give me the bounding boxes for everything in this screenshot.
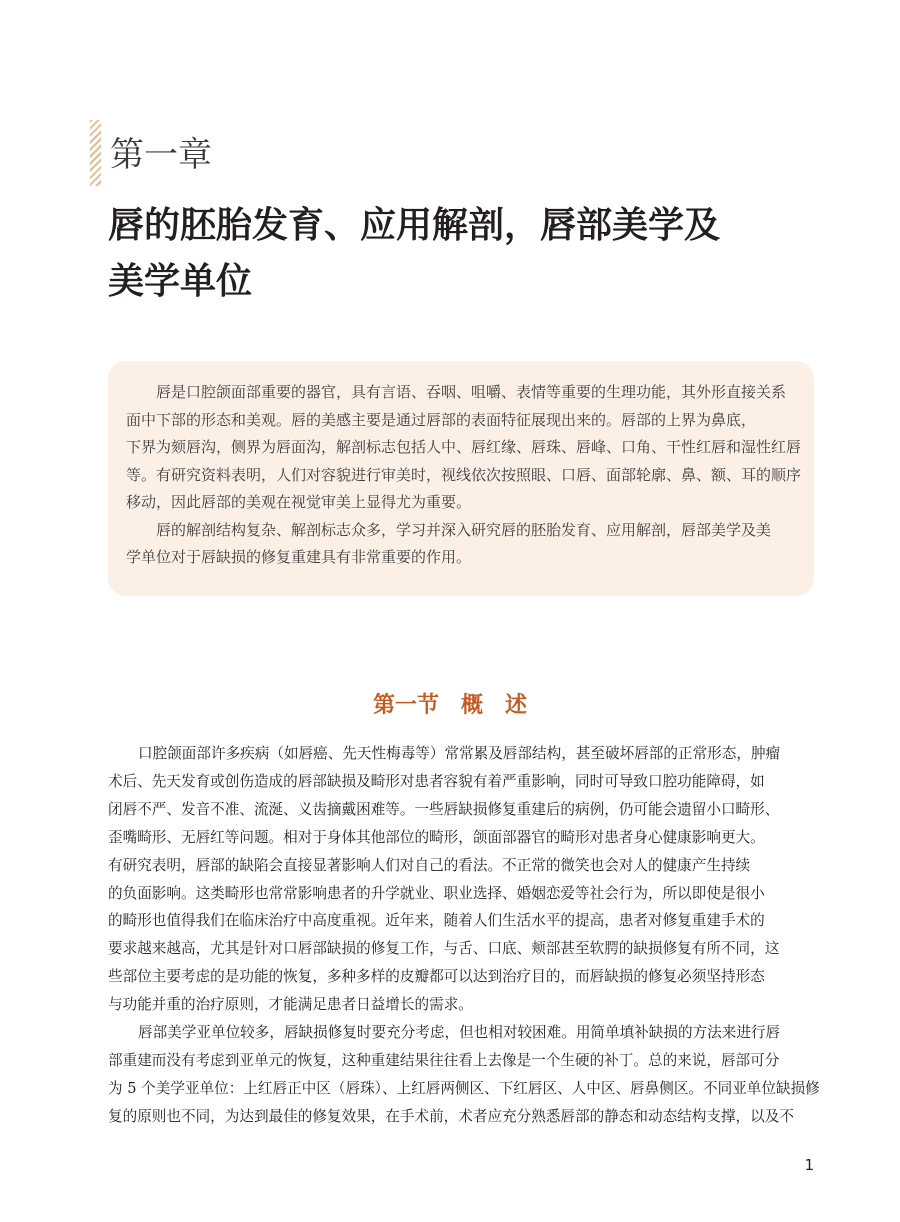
chapter-title-line: 美学单位 bbox=[108, 261, 253, 302]
body-line: 些部位主要考虑的是功能的恢复，多种多样的皮瓣都可以达到治疗目的，而唇缺损的修复必须坚持形态 bbox=[108, 968, 765, 986]
page-number: 1 bbox=[804, 1156, 814, 1174]
chapter-abstract-box bbox=[108, 361, 814, 596]
abstract-line: 唇的解剖结构复杂、解剖标志众多，学习并深入研究唇的胚胎发育、应用解剖，唇部美学及美 bbox=[156, 520, 772, 539]
abstract-line: 下界为颏唇沟，侧界为唇面沟，解剖标志包括人中、唇红缘、唇珠、唇峰、口角、干性红唇和湿性红唇 bbox=[126, 438, 802, 456]
abstract-line: 移动，因此唇部的美观在视觉审美上显得尤为重要。 bbox=[126, 493, 472, 511]
abstract-line: 等。有研究资料表明，人们对容貌进行审美时，视线依次按照眼、口唇、面部轮廓、鼻、额、耳的顺序 bbox=[126, 465, 802, 484]
body-line: 闭唇不严、发音不准、流涎、义齿摘戴困难等。一些唇缺损修复重建后的病例，仍可能会遗留小口畸形、 bbox=[108, 800, 780, 818]
chapter-hatch-decoration bbox=[90, 120, 101, 186]
abstract-line: 唇是口腔颌面部重要的器官，具有言语、吞咽、咀嚼、表情等重要的生理功能，其外形直接关系 bbox=[156, 383, 787, 401]
chapter-title bbox=[108, 198, 808, 310]
abstract-line: 面中下部的形态和美观。唇的美感主要是通过唇部的表面特征展现出来的。唇部的上界为鼻底， bbox=[126, 410, 757, 429]
section-title: 第一节 概 述 bbox=[372, 693, 527, 719]
body-line: 的负面影响。这类畸形也常常影响患者的升学就业、职业选择、婚姻恋爱等社会行为，所以即使是很小 bbox=[108, 884, 765, 902]
abstract-line: 学单位对于唇缺损的修复重建具有非常重要的作用。 bbox=[126, 548, 472, 566]
body-line: 有研究表明，唇部的缺陷会直接显著影响人们对自己的看法。不正常的微笑也会对人的健康产生持续 bbox=[108, 856, 751, 874]
body-paragraph bbox=[108, 740, 814, 1019]
body-line: 唇部美学亚单位较多，唇缺损修复时要充分考虑，但也相对较困难。用简单填补缺损的方法来进行唇 bbox=[138, 1024, 781, 1042]
abstract-paragraph bbox=[126, 379, 800, 517]
body-line: 口腔颌面部许多疾病（如唇癌、先天性梅毒等）常常累及唇部结构，甚至破坏唇部的正常形态，肿瘤 bbox=[138, 745, 781, 762]
chapter-label: 第一章 bbox=[110, 135, 212, 175]
body-line: 为 5 个美学亚单位：上红唇正中区（唇珠）、上红唇两侧区、下红唇区、人中区、唇鼻侧区。不同亚单位缺损修 bbox=[108, 1079, 820, 1097]
body-line: 要求越来越高，尤其是针对口唇部缺损的修复工作，与舌、口底、颊部甚至软腭的缺损修复有所不同，这 bbox=[108, 940, 780, 958]
body-paragraph bbox=[108, 1019, 820, 1131]
body-line: 部重建而没有考虑到亚单元的恢复，这种重建结果往往看上去像是一个生硬的补丁。总的来说，唇部可分 bbox=[108, 1051, 780, 1069]
body-line: 与功能并重的治疗原则，才能满足患者日益增长的需求。 bbox=[108, 996, 473, 1014]
body-line: 歪嘴畸形、无唇红等问题。相对于身体其他部位的畸形，颌面部器官的畸形对患者身心健康影响更大。 bbox=[108, 828, 765, 846]
body-line: 复的原则也不同，为达到最佳的修复效果，在手术前，术者应充分熟悉唇部的静态和动态结构支撑，以及不 bbox=[108, 1107, 794, 1125]
body-line: 的畸形也值得我们在临床治疗中高度重视。近年来，随着人们生活水平的提高，患者对修复重建手术的 bbox=[108, 912, 765, 930]
abstract-paragraph bbox=[126, 517, 800, 572]
chapter-title-line: 唇的胚胎发育、应用解剖，唇部美学及 bbox=[108, 205, 721, 246]
body-text bbox=[108, 740, 820, 1131]
body-line: 术后、先天发育或创伤造成的唇部缺损及畸形对患者容貌有着严重影响，同时可导致口腔功能障碍，如 bbox=[108, 772, 765, 790]
